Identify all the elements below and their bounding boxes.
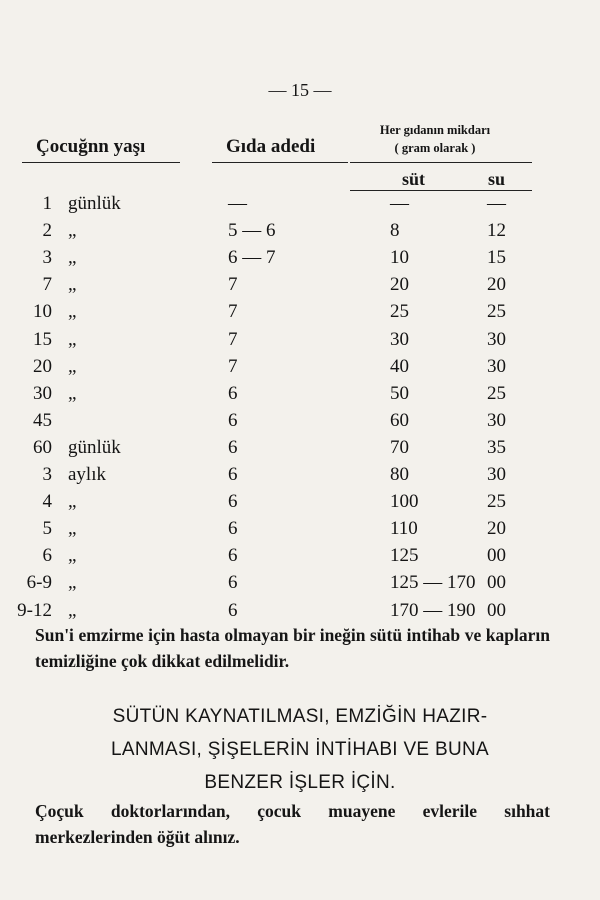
cell-food-count: 5 — 6 [228, 220, 276, 242]
cell-water: 15 [487, 247, 506, 269]
cell-water: 25 [487, 491, 506, 513]
cell-milk: 125 — 170 [390, 572, 476, 594]
col-header-age: Çocuğnn yaşı [36, 136, 146, 157]
table-row [0, 220, 600, 247]
cell-age: 1 [42, 193, 52, 214]
cell-age: 3 [42, 247, 52, 269]
cell-age: 10 [33, 301, 52, 323]
cell-unit: „ [68, 274, 77, 296]
col-header-amount: Her gıdanın mikdarı [379, 123, 491, 137]
table-row [0, 491, 600, 518]
table-row [0, 329, 600, 356]
table-row [0, 410, 600, 437]
cell-water: 00 [487, 545, 506, 567]
cell-water: — [487, 193, 506, 214]
cell-unit: „ [68, 328, 77, 350]
cell-water: 00 [487, 599, 506, 621]
cell-unit: „ [68, 220, 77, 242]
cell-age: 3 [42, 464, 52, 485]
cell-unit: „ [68, 572, 77, 594]
cell-water: 25 [487, 382, 506, 404]
cell-food-count: 6 [228, 545, 238, 567]
table-row [0, 301, 600, 328]
cell-unit: „ [68, 491, 77, 513]
table-row [0, 383, 600, 410]
header-rule-food [212, 162, 348, 163]
cell-food-count: 6 — 7 [228, 247, 276, 269]
cell-milk: 30 [390, 328, 409, 350]
cell-food-count: 7 [228, 274, 238, 296]
table-row [0, 572, 600, 599]
table-row [0, 464, 600, 491]
subheader-rule [350, 190, 532, 191]
cell-unit: „ [68, 247, 77, 269]
cell-age: 4 [42, 491, 52, 513]
cell-milk: 125 [390, 545, 419, 567]
cell-food-count: 7 [228, 328, 238, 350]
cell-food-count: 6 [228, 409, 238, 431]
cell-milk: 40 [390, 355, 409, 377]
cell-milk: 10 [390, 247, 409, 269]
table-row [0, 518, 600, 545]
page-number: — 15 — [268, 80, 332, 100]
cell-unit: günlük [68, 436, 121, 458]
cell-milk: 70 [390, 436, 409, 458]
cell-milk: 8 [390, 220, 400, 242]
table-row [0, 274, 600, 301]
cell-age: 2 [42, 220, 52, 242]
table-row [0, 437, 600, 464]
cell-water: 25 [487, 301, 506, 323]
cell-water: 30 [487, 464, 506, 485]
col-header-food-count: Gıda adedi [226, 136, 316, 157]
headline-line: LANMASI, ŞİŞELERİN İNTİHABI VE BUNA [111, 739, 489, 760]
cell-water: 35 [487, 436, 506, 458]
cell-age: 45 [33, 409, 52, 431]
cell-food-count: 6 [228, 572, 238, 594]
cell-food-count: 6 [228, 436, 238, 458]
cell-milk: 50 [390, 382, 409, 404]
table-row [0, 247, 600, 274]
header-rule-amount [350, 162, 532, 163]
cell-water: 00 [487, 572, 506, 594]
cell-unit: günlük [68, 193, 121, 214]
cell-age: 20 [33, 355, 52, 377]
cell-milk: 170 — 190 [390, 599, 476, 621]
table-row [0, 193, 600, 220]
cell-age: 7 [42, 274, 52, 296]
table-row [0, 356, 600, 383]
cell-age: 9-12 [17, 599, 52, 621]
cell-water: 30 [487, 409, 506, 431]
cell-milk: 20 [390, 274, 409, 296]
cell-water: 12 [487, 220, 506, 242]
feeding-note: Sun'i emzirme için hasta olmayan bir ineğin sütü intihab ve kapların temizliğine çok dikkat edilmelidir. [35, 625, 550, 671]
table-row [0, 545, 600, 572]
cell-milk: 100 [390, 491, 419, 513]
cell-age: 6 [42, 545, 52, 567]
cell-age: 6-9 [26, 572, 52, 594]
cell-food-count: — [228, 193, 247, 214]
cell-food-count: 7 [228, 355, 238, 377]
cell-food-count: 6 [228, 599, 238, 621]
cell-unit: „ [68, 599, 77, 621]
cell-food-count: 6 [228, 464, 238, 485]
cell-water: 30 [487, 328, 506, 350]
cell-age: 5 [42, 518, 52, 540]
cell-unit: „ [68, 355, 77, 377]
section-headline [40, 700, 560, 799]
cell-water: 20 [487, 274, 506, 296]
col-header-amount-unit: ( gram olarak ) [394, 141, 476, 155]
cell-unit: „ [68, 518, 77, 540]
cell-age: 60 [33, 436, 52, 458]
cell-age: 15 [33, 328, 52, 350]
cell-food-count: 7 [228, 301, 238, 323]
cell-food-count: 6 [228, 518, 238, 540]
cell-unit: „ [68, 301, 77, 323]
cell-milk: — [390, 193, 409, 214]
col-header-milk: süt [402, 169, 426, 189]
headline-line: BENZER İŞLER İÇİN. [204, 772, 396, 793]
cell-food-count: 6 [228, 491, 238, 513]
cell-unit: „ [68, 382, 77, 404]
cell-water: 30 [487, 355, 506, 377]
cell-water: 20 [487, 518, 506, 540]
header-rule-age [22, 162, 180, 163]
cell-food-count: 6 [228, 382, 238, 404]
cell-milk: 110 [390, 518, 418, 540]
cell-unit: aylık [68, 464, 106, 485]
cell-milk: 80 [390, 464, 409, 485]
col-header-water: su [488, 169, 506, 189]
cell-milk: 60 [390, 409, 409, 431]
cell-age: 30 [33, 382, 52, 404]
cell-milk: 25 [390, 301, 409, 323]
cell-unit: „ [68, 545, 77, 567]
headline-line: SÜTÜN KAYNATILMASI, EMZİĞİN HAZIR- [112, 706, 488, 727]
advice-note: Çoçuk doktorlarından, çocuk muayene evlerile sıhhat merkezlerinden öğüt alınız. [35, 801, 550, 847]
